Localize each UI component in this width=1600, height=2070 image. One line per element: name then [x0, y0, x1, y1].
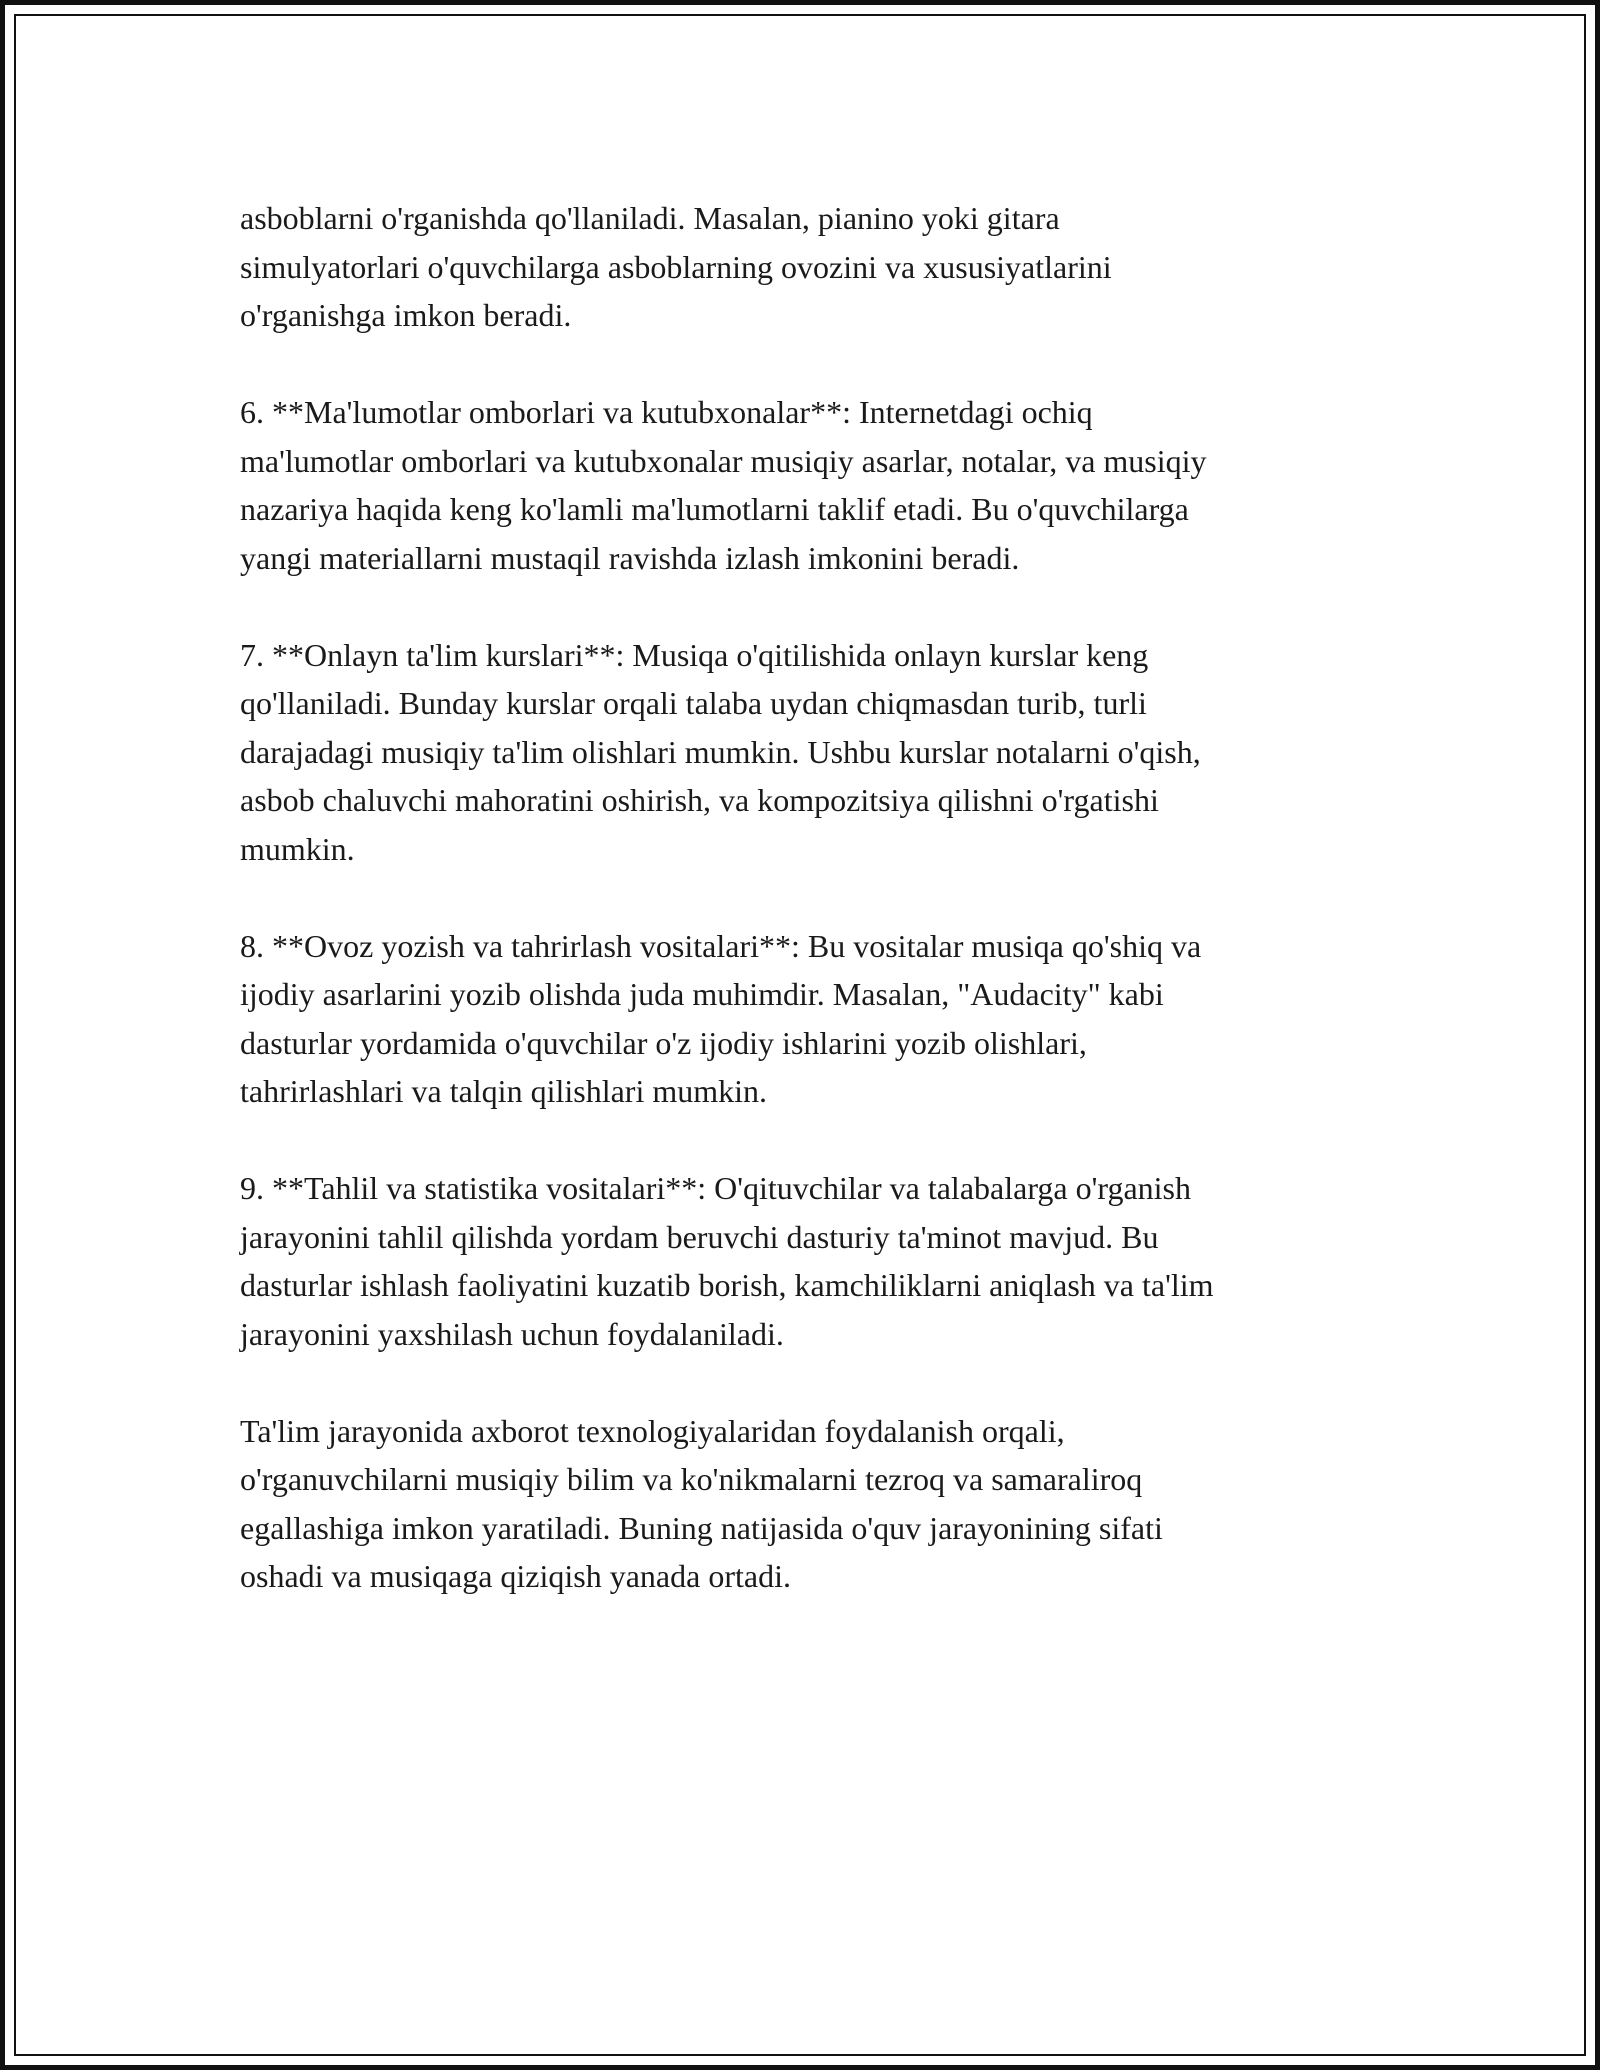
text-line: simulyatorlari o'quvchilarga asboblarning ovozini va xususiyatlarini	[240, 248, 1112, 285]
text-line: 7. **Onlayn ta'lim kurslari**: Musiqa o'qitilishida onlayn kurslar keng	[240, 636, 1149, 673]
text-line: tahrirlashlari va talqin qilishlari mumkin.	[240, 1073, 767, 1109]
text-line: jarayonini yaxshilash uchun foydalaniladi.	[240, 1315, 784, 1352]
text-line: asboblarni o'rganishda qo'llaniladi. Masalan, pianino yoki gitara	[240, 200, 1060, 236]
text-line: yangi materiallarni mustaqil ravishda izlash imkonini beradi.	[240, 539, 1020, 576]
paragraph-item-9-analytics-tools	[240, 1164, 1380, 1358]
text-line: Ta'lim jarayonida axborot texnologiyalaridan foydalanish orqali,	[240, 1412, 1065, 1449]
text-line: 9. **Tahlil va statistika vositalari**: O'qituvchilar va talabalarga o'rganish	[240, 1170, 1191, 1206]
paragraph-item-6-databases	[240, 388, 1380, 582]
text-line: ma'lumotlar omborlari va kutubxonalar musiqiy asarlar, notalar, va musiqiy	[240, 442, 1207, 479]
document-body	[240, 194, 1380, 1601]
text-line: egallashiga imkon yaratiladi. Buning natijasida o'quv jarayonining sifati	[240, 1509, 1163, 1546]
text-line: dasturlar yordamida o'quvchilar o'z ijodiy ishlarini yozib olishlari,	[240, 1024, 1087, 1061]
text-line: o'rganishga imkon beradi.	[240, 297, 572, 333]
paragraph-item-7-online-courses	[240, 631, 1380, 874]
text-line: ijodiy asarlarini yozib olishda juda muhimdir. Masalan, "Audacity" kabi	[240, 976, 1164, 1012]
text-line: 8. **Ovoz yozish va tahrirlash vositalari**: Bu vositalar musiqa qo'shiq va	[240, 927, 1202, 964]
paragraph-instrument-simulators	[240, 194, 1380, 340]
text-line: qo'llaniladi. Bunday kurslar orqali talaba uydan chiqmasdan turib, turli	[240, 685, 1147, 721]
text-line: o'rganuvchilarni musiqiy bilim va ko'nikmalarni tezroq va samaraliroq	[240, 1461, 1143, 1497]
text-line: mumkin.	[240, 830, 355, 867]
text-line: darajadagi musiqiy ta'lim olishlari mumkin. Ushbu kurslar notalarni o'qish,	[240, 733, 1201, 770]
text-line: asbob chaluvchi mahoratini oshirish, va kompozitsiya qilishni o'rgatishi	[240, 782, 1159, 818]
text-line: oshadi va musiqaga qiziqish yanada ortadi.	[240, 1558, 791, 1594]
text-line: nazariya haqida keng ko'lamli ma'lumotlarni taklif etadi. Bu o'quvchilarga	[240, 491, 1189, 527]
text-line: 6. **Ma'lumotlar omborlari va kutubxonalar**: Internetdagi ochiq	[240, 394, 1093, 430]
text-line: dasturlar ishlash faoliyatini kuzatib borish, kamchiliklarni aniqlash va ta'lim	[240, 1267, 1214, 1303]
paragraph-item-8-recording-tools	[240, 922, 1380, 1116]
text-line: jarayonini tahlil qilishda yordam beruvchi dasturiy ta'minot mavjud. Bu	[240, 1218, 1159, 1255]
paragraph-conclusion	[240, 1407, 1380, 1601]
